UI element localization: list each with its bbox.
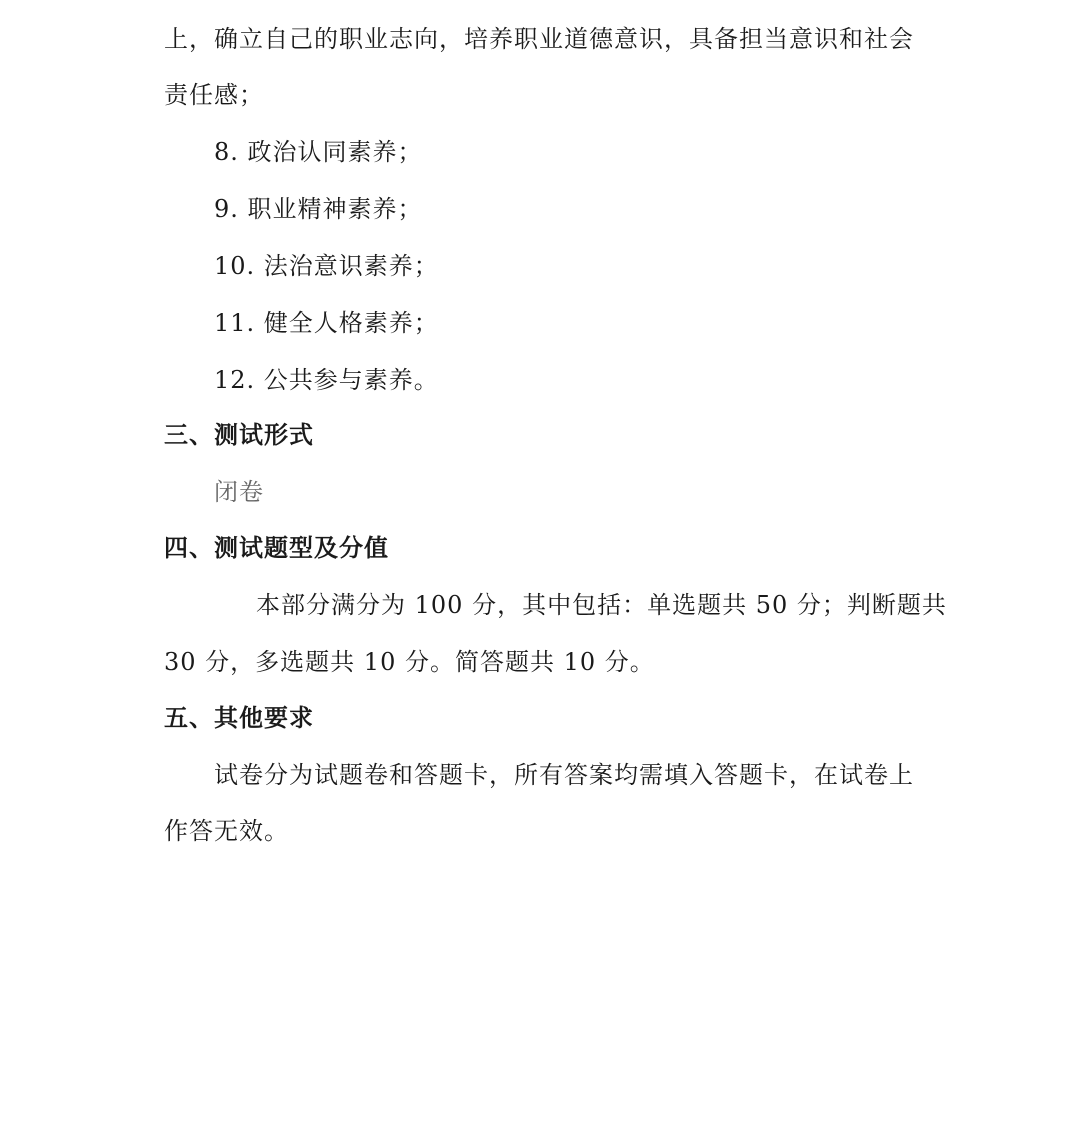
paragraph-line: 30 分，多选题共 10 分。简答题共 10 分。 [164,648,655,676]
paragraph-line: 上，确立自己的职业志向，培养职业道德意识，具备担当意识和社会 [164,25,914,53]
section-heading: 五、其他要求 [164,704,314,732]
section-heading: 四、测试题型及分值 [164,534,389,562]
section-body: 闭卷 [214,478,264,506]
list-item: 10. 法治意识素养； [214,252,439,280]
list-item: 11. 健全人格素养； [214,309,439,337]
list-item: 8. 政治认同素养； [214,138,423,166]
paragraph-line: 试卷分为试题卷和答题卡，所有答案均需填入答题卡，在试卷上 [214,761,914,789]
paragraph-line: 本部分满分为 100 分，其中包括：单选题共 50 分；判断题共 [256,591,947,619]
section-heading: 三、测试形式 [164,421,314,449]
list-item: 9. 职业精神素养； [214,195,423,223]
paragraph-line: 责任感； [164,81,264,109]
paragraph-line: 作答无效。 [164,817,289,845]
list-item: 12. 公共参与素养。 [214,366,439,394]
